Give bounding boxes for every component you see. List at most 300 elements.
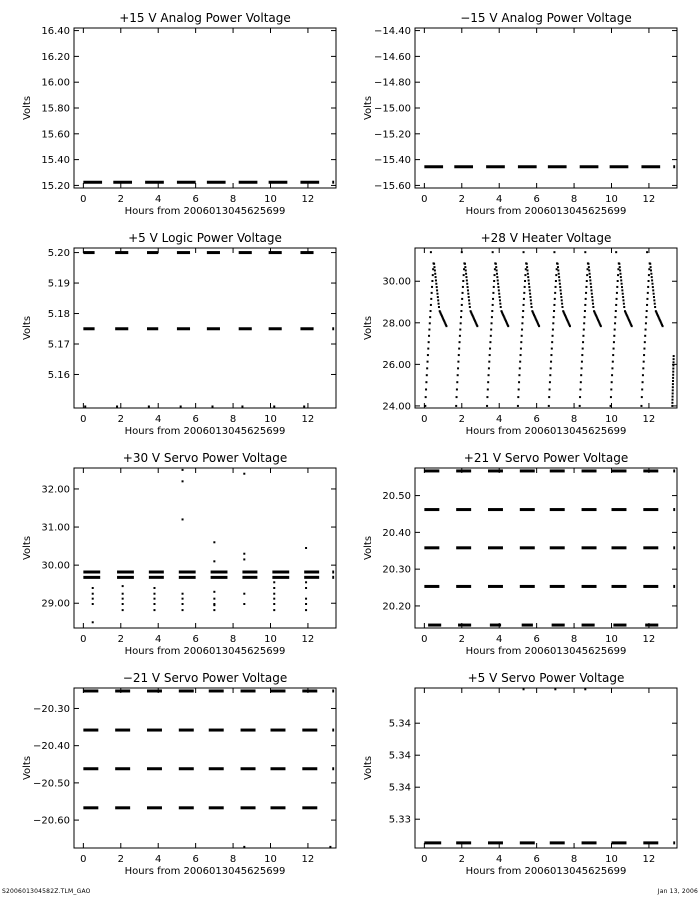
data-point xyxy=(611,374,613,376)
data-point xyxy=(305,547,307,549)
data-point xyxy=(617,274,619,276)
data-point xyxy=(613,335,615,337)
data-point xyxy=(460,310,462,312)
data-point xyxy=(579,396,581,398)
data-point xyxy=(427,354,429,356)
data-point xyxy=(555,286,557,288)
data-point xyxy=(243,603,245,605)
data-point xyxy=(465,273,467,275)
x-axis-label: Hours from 2006013045625699 xyxy=(124,206,286,217)
data-point xyxy=(672,368,674,370)
y-tick-label: 5.20 xyxy=(47,248,70,260)
data-point xyxy=(614,329,616,331)
data-point xyxy=(646,310,648,312)
data-point xyxy=(424,405,426,407)
data-point xyxy=(462,292,464,294)
x-tick-label: 4 xyxy=(496,854,503,865)
data-point xyxy=(182,518,184,520)
data-point xyxy=(610,396,612,398)
data-point xyxy=(528,279,530,281)
data-point xyxy=(523,688,525,690)
data-point xyxy=(522,310,524,312)
data-point xyxy=(213,598,215,600)
data-point xyxy=(492,304,494,306)
data-point xyxy=(491,322,493,324)
y-tick-label: 15.60 xyxy=(41,129,70,141)
data-point xyxy=(610,405,612,407)
data-point xyxy=(433,263,435,265)
data-point xyxy=(465,269,467,271)
data-point xyxy=(467,293,469,295)
x-axis-label: Hours from 2006013045625699 xyxy=(124,646,286,657)
x-tick-label: 2 xyxy=(458,194,465,205)
x-tick-label: 0 xyxy=(80,414,87,425)
data-point xyxy=(585,292,587,294)
y-tick-label: 20.20 xyxy=(382,601,411,613)
data-point xyxy=(434,273,436,275)
plot-frame xyxy=(74,688,336,848)
data-point xyxy=(582,335,584,337)
data-point xyxy=(622,296,624,298)
data-point xyxy=(650,266,652,268)
data-point xyxy=(526,263,528,265)
data-point xyxy=(650,273,652,275)
data-point xyxy=(520,354,522,356)
data-point xyxy=(549,374,551,376)
data-point xyxy=(620,279,622,281)
data-point xyxy=(486,405,488,407)
data-point xyxy=(554,688,556,690)
y-tick-label: −15.40 xyxy=(373,155,411,167)
x-tick-label: 8 xyxy=(570,634,578,645)
data-point xyxy=(654,306,656,308)
data-point xyxy=(523,304,525,306)
data-point xyxy=(553,310,555,312)
data-point xyxy=(92,593,94,595)
data-point xyxy=(122,585,124,587)
data-point xyxy=(492,251,494,253)
data-point xyxy=(579,388,581,390)
data-point xyxy=(583,329,585,331)
data-point xyxy=(550,361,552,363)
data-point xyxy=(329,846,331,848)
data-point xyxy=(548,396,550,398)
y-tick-label: −15.60 xyxy=(373,180,411,192)
y-tick-label: 15.20 xyxy=(41,180,70,192)
data-series-3 xyxy=(92,469,307,623)
y-tick-label: 16.40 xyxy=(41,26,70,38)
data-point xyxy=(425,381,427,383)
x-tick-label: 6 xyxy=(192,414,199,425)
data-point xyxy=(489,348,491,350)
data-point xyxy=(273,609,275,611)
x-tick-label: 4 xyxy=(496,194,503,205)
data-point xyxy=(651,279,653,281)
data-point xyxy=(551,348,553,350)
data-point xyxy=(672,389,674,391)
data-point xyxy=(273,405,275,407)
chart-panel-4 xyxy=(363,231,677,437)
data-point xyxy=(457,367,459,369)
x-tick-label: 12 xyxy=(301,634,315,645)
data-point xyxy=(672,377,674,379)
data-point xyxy=(490,329,492,331)
x-tick-label: 12 xyxy=(642,634,656,645)
data-point xyxy=(431,280,433,282)
footer-filename: S200601304582Z.TLM_GAO xyxy=(2,888,91,895)
y-axis-label: Volts xyxy=(22,95,33,121)
x-tick-label: 10 xyxy=(605,854,618,865)
data-point xyxy=(569,325,571,327)
x-tick-label: 2 xyxy=(117,414,124,425)
data-point xyxy=(469,306,471,308)
data-point xyxy=(523,292,525,294)
data-point xyxy=(457,374,459,376)
data-point xyxy=(584,688,586,690)
data-point xyxy=(587,263,589,265)
y-tick-label: 5.34 xyxy=(388,718,411,730)
data-point xyxy=(148,405,150,407)
data-point xyxy=(461,298,463,300)
data-point xyxy=(429,322,431,324)
y-axis-label: Volts xyxy=(363,315,374,341)
data-point xyxy=(211,405,213,407)
data-point xyxy=(436,293,438,295)
data-point xyxy=(492,292,494,294)
data-point xyxy=(616,286,618,288)
data-point xyxy=(182,469,184,471)
data-point xyxy=(623,303,625,305)
y-tick-label: 29.00 xyxy=(41,598,70,610)
data-point xyxy=(522,316,524,318)
data-point xyxy=(552,322,554,324)
data-point xyxy=(585,298,587,300)
data-point xyxy=(645,322,647,324)
data-point xyxy=(498,289,500,291)
data-point xyxy=(430,310,432,312)
y-axis-label: Volts xyxy=(363,755,374,781)
data-point xyxy=(615,251,617,253)
data-point xyxy=(489,341,491,343)
data-point xyxy=(429,316,431,318)
data-point xyxy=(579,405,581,407)
x-tick-label: 10 xyxy=(264,414,277,425)
data-point xyxy=(489,354,491,356)
plot-frame xyxy=(415,248,677,408)
x-tick-label: 10 xyxy=(264,634,277,645)
data-point xyxy=(520,341,522,343)
chart-panel-2 xyxy=(363,11,677,217)
data-point xyxy=(523,298,525,300)
x-tick-label: 2 xyxy=(458,854,465,865)
data-point xyxy=(466,283,468,285)
data-point xyxy=(645,329,647,331)
data-point xyxy=(523,251,525,253)
data-point xyxy=(642,381,644,383)
data-point xyxy=(305,581,307,583)
data-point xyxy=(431,292,433,294)
data-point xyxy=(584,304,586,306)
y-tick-label: 5.18 xyxy=(47,309,70,321)
y-tick-label: −14.40 xyxy=(373,26,411,38)
data-point xyxy=(153,603,155,605)
data-point xyxy=(457,361,459,363)
data-point xyxy=(438,306,440,308)
data-point xyxy=(497,283,499,285)
y-tick-label: 5.19 xyxy=(47,278,70,290)
x-tick-label: 2 xyxy=(117,194,124,205)
data-point xyxy=(580,374,582,376)
data-point xyxy=(243,558,245,560)
data-point xyxy=(584,251,586,253)
x-tick-label: 12 xyxy=(301,854,315,865)
x-axis-label: Hours from 2006013045625699 xyxy=(465,866,627,877)
data-point xyxy=(437,299,439,301)
data-point xyxy=(487,388,489,390)
data-point xyxy=(495,266,497,268)
data-point xyxy=(496,276,498,278)
data-point xyxy=(672,383,674,385)
data-point xyxy=(555,280,557,282)
data-point xyxy=(610,388,612,390)
data-point xyxy=(589,279,591,281)
x-tick-label: 0 xyxy=(421,194,428,205)
data-point xyxy=(84,405,86,407)
data-point xyxy=(558,276,560,278)
y-axis-label: Volts xyxy=(22,755,33,781)
data-point xyxy=(492,298,494,300)
data-point xyxy=(427,361,429,363)
x-tick-label: 8 xyxy=(229,854,237,865)
data-point xyxy=(643,348,645,350)
chart-panel-7 xyxy=(22,671,336,877)
data-point xyxy=(643,361,645,363)
data-point xyxy=(92,587,94,589)
plot-frame xyxy=(415,28,677,188)
y-tick-label: −14.60 xyxy=(373,51,411,63)
data-point xyxy=(672,374,674,376)
data-point xyxy=(581,361,583,363)
data-point xyxy=(550,354,552,356)
data-point xyxy=(519,367,521,369)
data-point xyxy=(521,335,523,337)
data-point xyxy=(460,322,462,324)
y-tick-label: 16.00 xyxy=(41,77,70,89)
x-tick-label: 12 xyxy=(642,414,656,425)
data-point xyxy=(458,354,460,356)
data-point xyxy=(619,269,621,271)
data-point xyxy=(580,381,582,383)
data-point xyxy=(180,405,182,407)
data-point xyxy=(436,286,438,288)
data-point xyxy=(613,348,615,350)
data-point xyxy=(153,593,155,595)
data-point xyxy=(465,276,467,278)
data-point xyxy=(427,348,429,350)
y-tick-label: 15.40 xyxy=(41,155,70,167)
data-point xyxy=(497,286,499,288)
data-point xyxy=(560,289,562,291)
data-point xyxy=(622,293,624,295)
y-tick-label: −20.60 xyxy=(32,815,70,827)
data-point xyxy=(521,322,523,324)
data-point xyxy=(524,274,526,276)
data-point xyxy=(499,299,501,301)
data-point xyxy=(647,292,649,294)
data-point xyxy=(497,279,499,281)
y-tick-label: 30.00 xyxy=(41,560,70,572)
data-point xyxy=(273,581,275,583)
data-point xyxy=(620,276,622,278)
x-tick-label: 10 xyxy=(264,194,277,205)
data-point xyxy=(521,329,523,331)
y-tick-label: 5.34 xyxy=(388,750,411,762)
data-point xyxy=(615,304,617,306)
x-tick-label: 6 xyxy=(533,854,540,865)
data-point xyxy=(548,405,550,407)
data-point xyxy=(652,286,654,288)
data-point xyxy=(554,298,556,300)
data-point xyxy=(672,364,674,366)
y-tick-label: 20.40 xyxy=(382,527,411,539)
data-point xyxy=(486,396,488,398)
data-point xyxy=(518,388,520,390)
x-tick-label: 6 xyxy=(192,634,199,645)
data-point xyxy=(551,341,553,343)
data-point xyxy=(518,374,520,376)
data-point xyxy=(561,303,563,305)
y-tick-label: −20.30 xyxy=(32,703,70,715)
data-point xyxy=(619,266,621,268)
data-point xyxy=(213,604,215,606)
x-tick-label: 6 xyxy=(192,854,199,865)
data-point xyxy=(425,388,427,390)
data-point xyxy=(153,598,155,600)
data-point xyxy=(559,286,561,288)
chart-title: +30 V Servo Power Voltage xyxy=(122,451,288,465)
data-point xyxy=(213,591,215,593)
data-point xyxy=(437,296,439,298)
data-point xyxy=(438,303,440,305)
x-tick-label: 0 xyxy=(80,854,87,865)
y-tick-label: −15.20 xyxy=(373,129,411,141)
data-point xyxy=(428,341,430,343)
data-point xyxy=(273,598,275,600)
data-point xyxy=(613,341,615,343)
data-point xyxy=(496,273,498,275)
x-tick-label: 10 xyxy=(605,194,618,205)
x-tick-label: 12 xyxy=(301,414,315,425)
data-point xyxy=(619,273,621,275)
data-point xyxy=(618,263,620,265)
data-point xyxy=(646,304,648,306)
data-point xyxy=(430,251,432,253)
y-axis-label: Volts xyxy=(363,95,374,121)
x-tick-label: 6 xyxy=(533,194,540,205)
data-point xyxy=(243,593,245,595)
data-point xyxy=(612,361,614,363)
y-tick-label: 15.80 xyxy=(41,103,70,115)
data-point xyxy=(552,329,554,331)
x-tick-label: 2 xyxy=(117,634,124,645)
x-tick-label: 2 xyxy=(458,634,465,645)
data-point xyxy=(305,603,307,605)
plot-frame xyxy=(415,688,677,848)
data-point xyxy=(612,354,614,356)
y-tick-label: 31.00 xyxy=(41,522,70,534)
data-point xyxy=(526,269,528,271)
y-tick-label: 5.33 xyxy=(388,814,411,826)
y-tick-label: −15.00 xyxy=(373,103,411,115)
x-tick-label: 0 xyxy=(421,414,428,425)
data-point xyxy=(432,274,434,276)
x-tick-label: 8 xyxy=(570,854,578,865)
data-point xyxy=(460,316,462,318)
data-point xyxy=(673,358,675,360)
y-tick-label: −20.40 xyxy=(32,741,70,753)
x-tick-label: 10 xyxy=(605,414,618,425)
data-point xyxy=(561,299,563,301)
chart-title: −15 V Analog Power Voltage xyxy=(460,11,632,25)
data-point xyxy=(588,266,590,268)
data-point xyxy=(652,289,654,291)
data-point xyxy=(116,405,118,407)
chart-title: +28 V Heater Voltage xyxy=(480,231,612,245)
plot-frame xyxy=(74,468,336,628)
data-point xyxy=(461,304,463,306)
data-point xyxy=(92,603,94,605)
data-point xyxy=(498,293,500,295)
data-point xyxy=(430,304,432,306)
y-tick-label: 26.00 xyxy=(382,359,411,371)
data-point xyxy=(491,316,493,318)
data-point xyxy=(581,354,583,356)
data-point xyxy=(653,293,655,295)
x-tick-label: 8 xyxy=(570,414,578,425)
data-point xyxy=(590,289,592,291)
data-point xyxy=(645,316,647,318)
data-point xyxy=(468,303,470,305)
data-point xyxy=(615,310,617,312)
x-tick-label: 2 xyxy=(458,414,465,425)
x-tick-label: 4 xyxy=(496,634,503,645)
data-point xyxy=(672,371,674,373)
data-point xyxy=(641,396,643,398)
data-point xyxy=(611,367,613,369)
x-tick-label: 4 xyxy=(155,634,162,645)
data-point xyxy=(651,276,653,278)
data-point xyxy=(651,283,653,285)
data-point xyxy=(527,276,529,278)
data-point xyxy=(560,293,562,295)
x-axis-label: Hours from 2006013045625699 xyxy=(124,426,286,437)
data-point xyxy=(464,263,466,265)
data-point xyxy=(614,316,616,318)
data-point xyxy=(631,325,633,327)
x-tick-label: 12 xyxy=(642,194,656,205)
data-point xyxy=(560,296,562,298)
data-point xyxy=(435,279,437,281)
data-point xyxy=(305,587,307,589)
data-point xyxy=(462,286,464,288)
data-point xyxy=(671,405,673,407)
data-point xyxy=(488,361,490,363)
data-point xyxy=(92,598,94,600)
data-point xyxy=(519,361,521,363)
chart-panel-6 xyxy=(363,451,677,657)
data-point xyxy=(616,292,618,294)
data-point xyxy=(555,274,557,276)
